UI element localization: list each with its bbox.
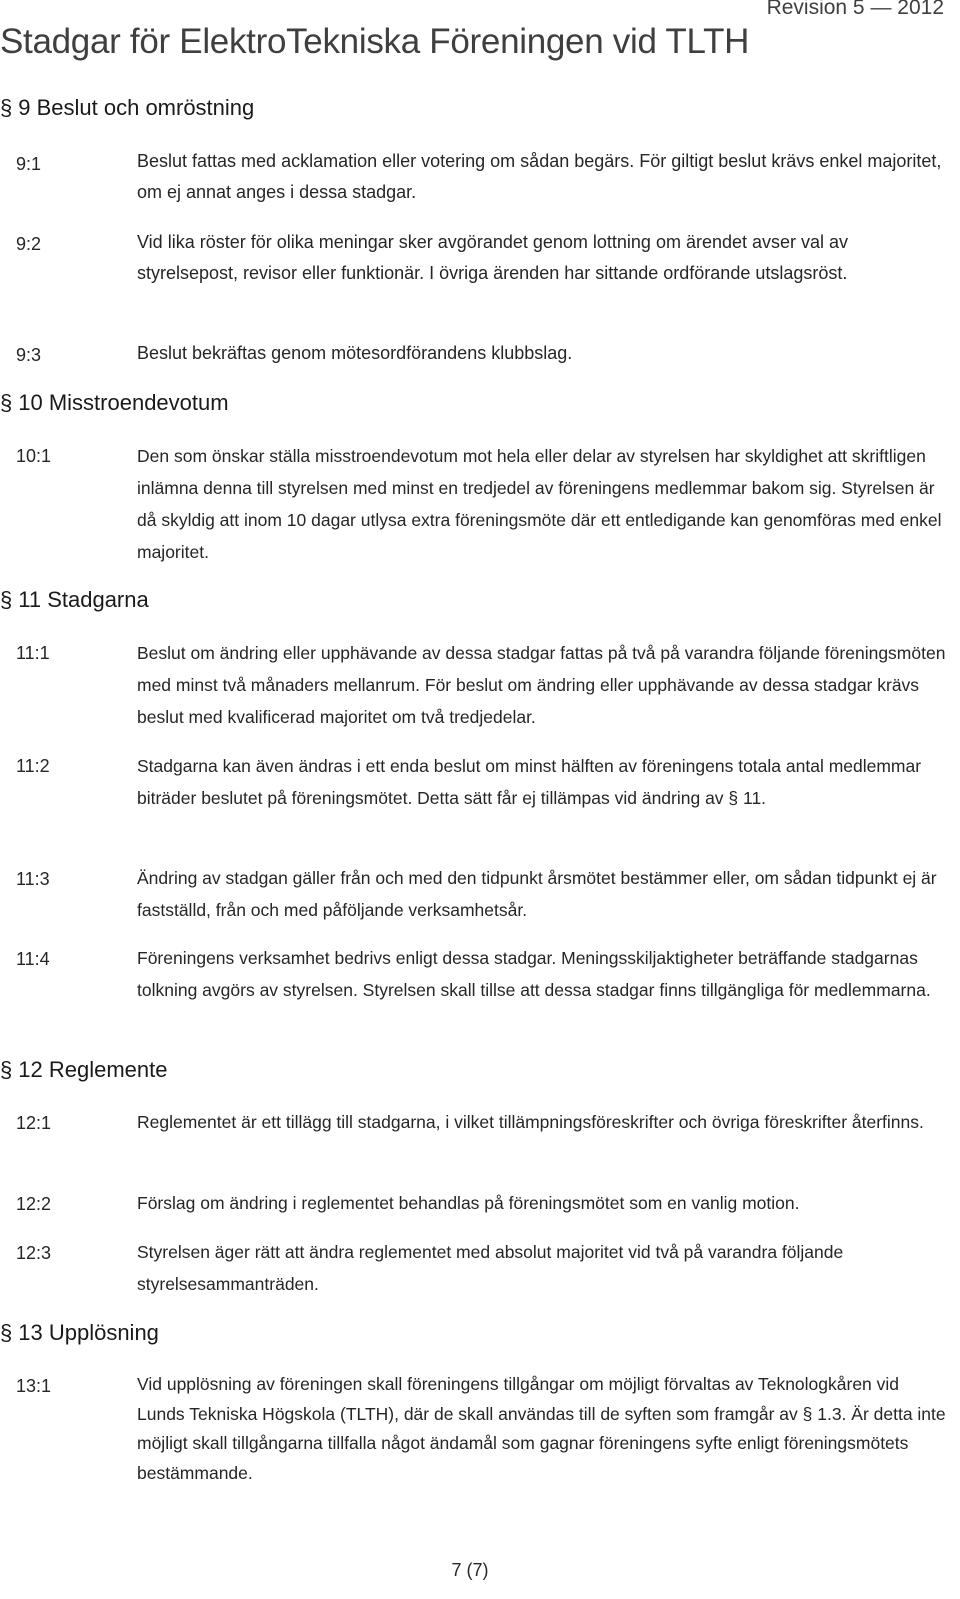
section-heading-text: 10 Misstroendevotum [18,390,229,415]
page-number: 7 (7) [451,1560,489,1580]
section-heading-9 [0,95,254,121]
section-heading-10 [0,390,229,416]
clause-text: Vid lika röster för olika meningar sker avgörandet genom lottning om ärendet avser val av styrelsepost, revisor eller funktionär. I övriga ärenden har sittande ordförande utslagsröst. [137,232,849,283]
clause-number: 12:3 [16,1243,52,1263]
clause-number: 9:2 [16,234,42,254]
section-symbol: § [0,95,13,120]
section-heading-text: 12 Reglemente [18,1057,168,1082]
section-heading-text: 13 Upplösning [18,1320,159,1345]
section-heading-13 [0,1320,159,1346]
clause-number: 13:1 [16,1376,52,1396]
section-symbol: § [0,587,13,612]
clause-text: Vid upplösning av föreningen skall föreningens tillgångar om möjligt förvaltas av Teknologkåren vid Lunds Tekniska Högskola (TLTH), där de skall användas till de syften som framgår av § 1.3. Är detta inte möjligt skall tillgångarna tillfalla något ändamål som gagnar föreningens syfte enligt föreningsmötets bestämmande. [137,1374,946,1483]
section-symbol: § [0,390,13,415]
clause-number: 9:1 [16,154,42,174]
section-heading-11 [0,587,149,613]
section-heading-12 [0,1057,167,1083]
clause-text: Förslag om ändring i reglementet behandlas på föreningsmötet som en vanlig motion. [137,1193,800,1213]
clause-number: 11:1 [16,643,50,663]
clause-number: 12:1 [16,1113,52,1133]
clause-text: Beslut bekräftas genom mötesordförandens klubbslag. [137,343,573,363]
clause-text: Stadgarna kan även ändras i ett enda beslut om minst hälften av föreningens totala antal medlemmar biträder beslutet på föreningsmötet. Detta sätt får ej tillämpas vid ändring av § 11. [137,756,922,808]
section-heading-text: 9 Beslut och omröstning [18,95,255,120]
clause-text: Föreningens verksamhet bedrivs enligt dessa stadgar. Meningsskiljaktigheter beträffande stadgarnas tolkning avgörs av styrelsen. Styrelsen skall tillse att dessa stadgar finns tillgängliga för medlemmarna. [137,948,931,1000]
clause-number: 11:4 [16,949,50,969]
clause-text: Ändring av stadgan gäller från och med den tidpunkt årsmötet bestämmer eller, om sådan tidpunkt ej är fastställd, från och med påföljande verksamhetsår. [137,868,937,920]
section-heading-text: 11 Stadgarna [18,587,149,612]
clause-text: Beslut om ändring eller upphävande av dessa stadgar fattas på två på varandra följande föreningsmöten med minst två månaders mellanrum. För beslut om ändring eller upphävande av dessa stadgar krävs beslut med kvalificerad majoritet om två tredjedelar. [137,643,946,727]
clause-text: Den som önskar ställa misstroendevotum mot hela eller delar av styrelsen har skyldighet att skriftligen inlämna denna till styrelsen med minst en tredjedel av föreningens medlemmar bakom sig. Styrelsen är då skyldig att inom 10 dagar utlysa extra föreningsmöte där ett entledigande kan genomföras med enkel majoritet. [137,446,942,562]
clause-text: Reglementet är ett tillägg till stadgarna, i vilket tillämpningsföreskrifter och övriga föreskrifter återfinns. [137,1112,924,1132]
clause-number: 9:3 [16,345,42,365]
clause-number: 11:3 [16,869,50,889]
clause-number: 11:2 [16,756,50,776]
clause-number: 10:1 [16,446,52,466]
section-symbol: § [0,1057,13,1082]
section-symbol: § [0,1320,13,1345]
document-title: Stadgar för ElektroTekniska Föreningen vid TLTH [0,22,750,61]
clause-number: 12:2 [16,1194,52,1214]
clause-text: Styrelsen äger rätt att ändra reglementet med absolut majoritet vid två på varandra följande styrelsesammanträden. [137,1242,844,1294]
revision-label: Revision 5 — 2012 [766,0,944,19]
clause-text: Beslut fattas med acklamation eller votering om sådan begärs. För giltigt beslut krävs enkel majoritet, om ej annat anges i dessa stadgar. [137,151,942,202]
